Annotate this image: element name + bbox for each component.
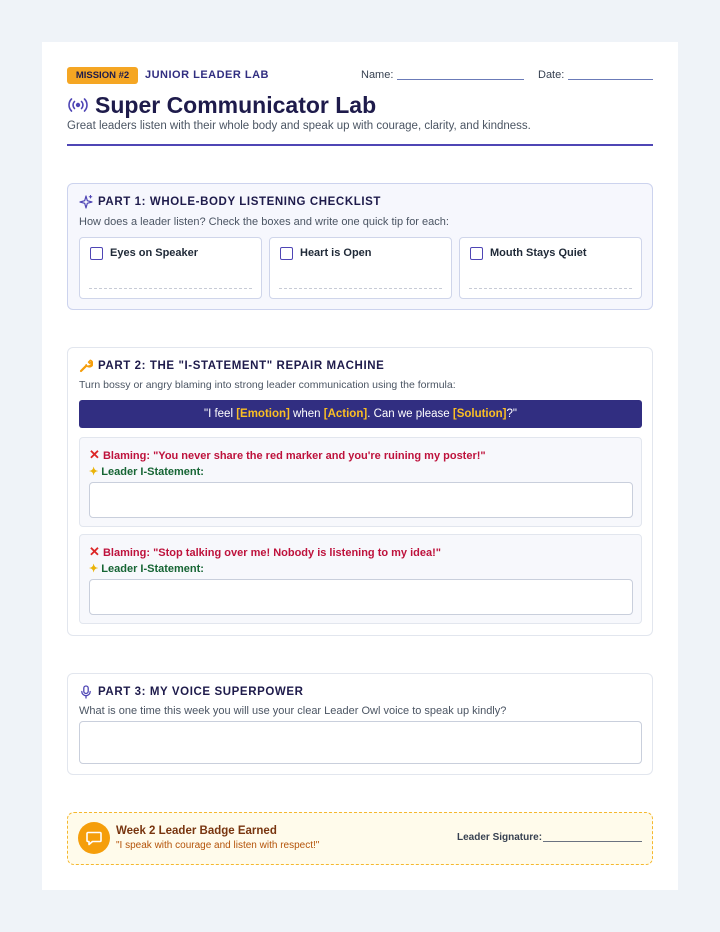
badge-title: Week 2 Leader Badge Earned [116, 825, 277, 837]
sparkle-icon: ✦ [89, 563, 99, 575]
checklist-item-label: Eyes on Speaker [110, 247, 199, 259]
cross-mark-icon: ✕ [89, 447, 100, 462]
worksheet-page [42, 42, 678, 890]
formula-text: when [289, 408, 324, 420]
part1-heading: PART 1: WHOLE-BODY LISTENING CHECKLIST [98, 196, 382, 208]
checklist-item-label: Mouth Stays Quiet [490, 247, 587, 259]
repair-card [79, 437, 642, 527]
worksheet-header [67, 67, 653, 85]
voice-superpower-input[interactable] [79, 721, 642, 764]
tip-writing-line[interactable] [469, 288, 632, 289]
leader-statement-label [89, 562, 204, 575]
date-field[interactable] [568, 79, 653, 80]
i-statement-input[interactable] [89, 579, 633, 615]
signature-field[interactable] [543, 841, 642, 842]
lab-name: JUNIOR LEADER LAB [145, 69, 270, 81]
mission-badge: MISSION #2 [67, 67, 138, 84]
formula-text: . Can we please [367, 408, 453, 420]
formula-emotion: [Emotion] [236, 408, 290, 420]
sparkles-icon [79, 195, 93, 209]
part2-prompt: Turn bossy or angry blaming into strong leader communication using the formula: [79, 379, 456, 391]
checkbox[interactable] [90, 247, 103, 260]
leader-badge-banner [67, 812, 653, 865]
checklist-item-eyes[interactable] [79, 237, 262, 299]
formula-text: "I feel [203, 408, 237, 420]
i-statement-input[interactable] [89, 482, 633, 518]
name-label: Name: [361, 69, 394, 81]
checklist-item-label: Heart is Open [300, 247, 372, 259]
part1-section [67, 183, 653, 310]
microphone-icon [79, 685, 93, 699]
wrench-icon [79, 359, 93, 373]
chat-bubble-icon [85, 829, 103, 847]
blaming-text: Blaming: "You never share the red marker and you're ruining my poster!" [102, 450, 486, 462]
cross-mark-icon: ✕ [89, 544, 100, 559]
statement-label-text: Leader I-Statement: [101, 563, 204, 575]
formula-text: ?" [506, 408, 517, 420]
page-subtitle: Great leaders listen with their whole body and speak up with courage, clarity, and kindness. [67, 120, 531, 132]
signature-label: Leader Signature: [457, 832, 543, 843]
part3-section [67, 673, 653, 775]
part3-prompt: What is one time this week you will use your clear Leader Owl voice to speak up kindly? [79, 705, 507, 717]
name-field[interactable] [397, 79, 524, 80]
formula-solution: [Solution] [452, 408, 507, 420]
title-divider [67, 144, 653, 146]
page-title: Super Communicator Lab [95, 92, 377, 118]
i-statement-formula [79, 400, 642, 428]
checklist-item-heart[interactable] [269, 237, 452, 299]
blaming-statement [89, 544, 441, 560]
sparkle-icon: ✦ [89, 466, 99, 478]
repair-card [79, 534, 642, 624]
badge-circle [78, 822, 110, 854]
broadcast-icon [67, 97, 89, 113]
part1-prompt: How does a leader listen? Check the boxes and write one quick tip for each: [79, 216, 449, 228]
part2-section [67, 347, 653, 636]
checklist-item-mouth[interactable] [459, 237, 642, 299]
checkbox[interactable] [280, 247, 293, 260]
date-label: Date: [538, 69, 565, 81]
tip-writing-line[interactable] [279, 288, 442, 289]
part2-heading: PART 2: THE "I-STATEMENT" REPAIR MACHINE [98, 360, 385, 372]
blaming-text: Blaming: "Stop talking over me! Nobody is listening to my idea!" [102, 547, 441, 559]
badge-quote: "I speak with courage and listen with respect!" [116, 840, 320, 851]
formula-action: [Action] [323, 408, 368, 420]
tip-writing-line[interactable] [89, 288, 252, 289]
checkbox[interactable] [470, 247, 483, 260]
leader-statement-label [89, 465, 204, 478]
part3-heading: PART 3: MY VOICE SUPERPOWER [98, 686, 304, 698]
statement-label-text: Leader I-Statement: [101, 466, 204, 478]
blaming-statement [89, 447, 486, 463]
